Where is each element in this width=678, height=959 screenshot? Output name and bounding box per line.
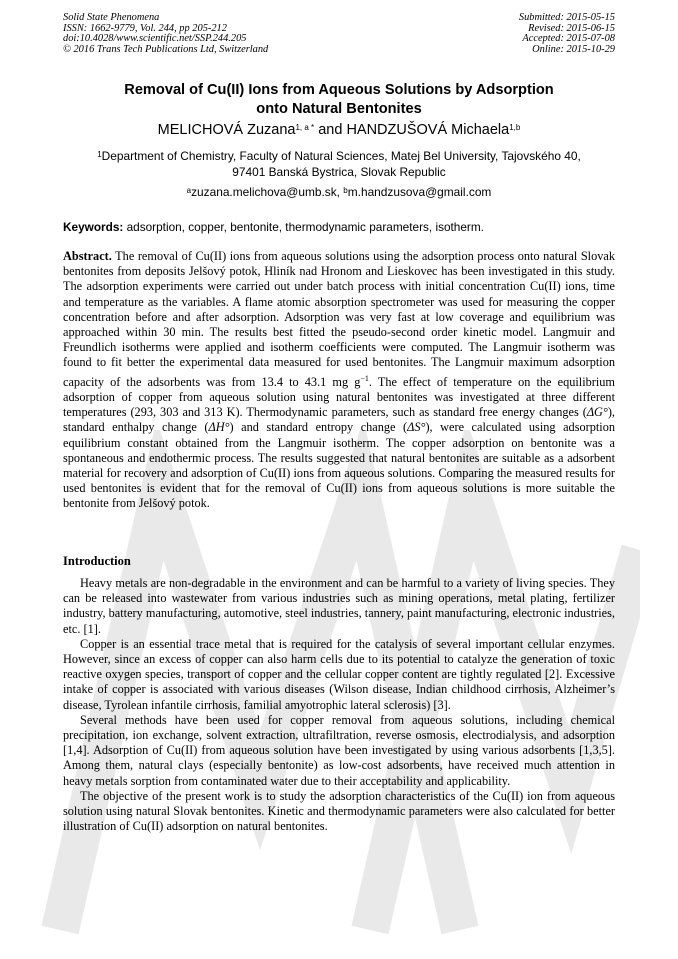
affiliation	[63, 149, 615, 180]
submitted-date: Submitted: 2015-05-15	[518, 12, 615, 23]
abstract-text-3: ), standard enthalpy change (	[63, 405, 615, 435]
intro-paragraph-1: Heavy metals are non-degradable in the environment and can be harmful to a variety of living species. They can be released into wastewater from various industries such as mining operations, metal plating, fertilizer industry, battery manufacturing, automotive, steel industries, tannery, paint manufacturing, electronic industries, etc. [1].	[63, 576, 615, 636]
author-2-name: HANDZUŠOVÁ Michaela	[346, 122, 510, 138]
introduction-heading: Introduction	[63, 554, 131, 568]
intro-paragraph-4: The objective of the present work is to study the adsorption characteristics of the Cu(II) ion from aqueous solution using natural Slovak bentonites. Kinetic and thermodynamic parameters were also calculated for better illustration of Cu(II) adsorption on natural bentonites.	[63, 788, 615, 834]
unit-superscript: −1	[360, 373, 369, 383]
intro-paragraph-2: Copper is an essential trace metal that is required for the catalysis of several important cellular enzymes. However, since an excess of copper can also harm cells due to its potential to catalyze the generation of toxic reactive oxygen species, transport of copper and the cellular copper content are tightly regulated [2]. Excessive intake of copper is associated with various diseases (Wilson disease, Indian childhood cirrhosis, Alzheimer’s disease, Tyrolean infantile cirrhosis, familial amyotrophic lateral sclerosis) [3].	[63, 636, 615, 712]
copyright: © 2016 Trans Tech Publications Ltd, Switzerland	[63, 43, 269, 55]
author-2-affiliation-mark: 1,b	[509, 123, 521, 132]
email-a-link[interactable]: zuzana.melichova@umb.sk,	[191, 185, 340, 199]
affiliation-line-2: 97401 Banská Bystrica, Slovak Republic	[232, 164, 446, 179]
doi: doi:10.4028/www.scientific.net/SSP.244.205	[63, 33, 247, 45]
keywords-text: adsorption, copper, bentonite, thermodynamic parameters, isotherm.	[126, 220, 484, 234]
delta-h-symbol: ΔH°	[208, 420, 230, 435]
abstract-text-2: . The effect of temperature on the equilibrium adsorption of copper from aqueous solution using natural bentonites was investigated at three different temperatures (293, 303 and 313 K). Thermodynamic parameters, such as standard free energy changes (	[63, 374, 615, 420]
delta-s-symbol: ΔS°	[407, 420, 426, 435]
journal-name: Solid State Phenomena	[63, 12, 160, 23]
affiliation-text-1: Department of Chemistry, Faculty of Natural Sciences, Matej Bel University, Tajovského 40,	[101, 149, 581, 163]
contact-emails	[63, 185, 615, 200]
online-date: Online: 2015-10-29	[532, 43, 615, 55]
email-b-mark: b	[343, 186, 348, 195]
keywords-label: Keywords:	[63, 220, 124, 234]
introduction-body	[63, 576, 615, 834]
keywords	[63, 220, 615, 235]
email-a-mark: a	[186, 186, 192, 195]
author-1-name: MELICHOVÁ Zuzana	[157, 122, 296, 138]
title-line-2: onto Natural Bentonites	[256, 101, 422, 117]
author-conjunction: and	[318, 122, 343, 138]
affiliation-line-1	[63, 149, 615, 165]
abstract-text-5: ), were calculated using adsorption equilibrium constant obtained from the Langmuir isotherm. The copper adsorption on bentonite was a spontaneous and endothermic process. The results suggested that natural bentonites are suitable as a adsorbent material for recovery and adsorption of Cu(II) ions from aqueous solutions. Comparing the measured results for used bentonites is evident that for the removal of Cu(II) ions from aqueous solutions is more suitable the bentonite from Jelšový potok.	[63, 420, 615, 511]
title-line-1: Removal of Cu(II) Ions from Aqueous Solutions by Adsorption	[124, 82, 554, 98]
issn-volume: ISSN: 1662-9779, Vol. 244, pp 205-212	[63, 22, 227, 34]
revised-date: Revised: 2015-06-15	[528, 22, 615, 34]
abstract-text-4: ) and standard entropy change (	[229, 420, 408, 435]
delta-g-symbol: ΔG°	[586, 405, 608, 420]
intro-paragraph-3: Several methods have been used for copper removal from aqueous solutions, including chemical precipitation, ion exchange, solvent extraction, ultrafiltration, reverse osmosis, electrodialysis, and adsorption [1,4]. Adsorption of Cu(II) from aqueous solution have been investigated by using various adsorbents [1,3,5]. Among them, natural clays (especially bentonite) as low-cost adsorbents, have received much attention in heavy metals sorption from contaminated water due to their acceptability and applicability.	[63, 712, 615, 788]
publication-dates	[519, 13, 615, 55]
abstract-text-1: The removal of Cu(II) ions from aqueous solutions using the adsorption process onto natural Slovak bentonites from deposits Jelšový potok, Hliník nad Hronom and Lieskovec has been investigated in this study. The adsorption experiments were carried out under batch process with initial concentration Cu(II) ions, time and temperature as the variables. A flame atomic absorption spectrometer was used for measuring the copper concentration before and after adsorption. Adsorption was very fast at low coverage and equilibrium was approached within 30 min. The results best fitted the pseudo-second order kinetic model. Langmuir and Freundlich isotherms were applied and isotherm coefficients were computed. The Langmuir isotherm was found to fit better the experimental data measured for used bentonites. The Langmuir maximum adsorption capacity of the adsorbents was from 13.4 to 43.1 mg g	[63, 249, 615, 389]
accepted-date: Accepted: 2015-07-08	[522, 33, 615, 45]
abstract	[63, 249, 615, 512]
paper-title	[63, 81, 615, 119]
author-1-affiliation-mark: 1, a *	[295, 123, 315, 132]
author-list	[63, 121, 615, 139]
abstract-label: Abstract.	[63, 249, 112, 263]
email-b-link[interactable]: m.handzusova@gmail.com	[347, 185, 492, 199]
affiliation-mark: 1	[97, 150, 102, 159]
journal-info	[63, 13, 268, 55]
